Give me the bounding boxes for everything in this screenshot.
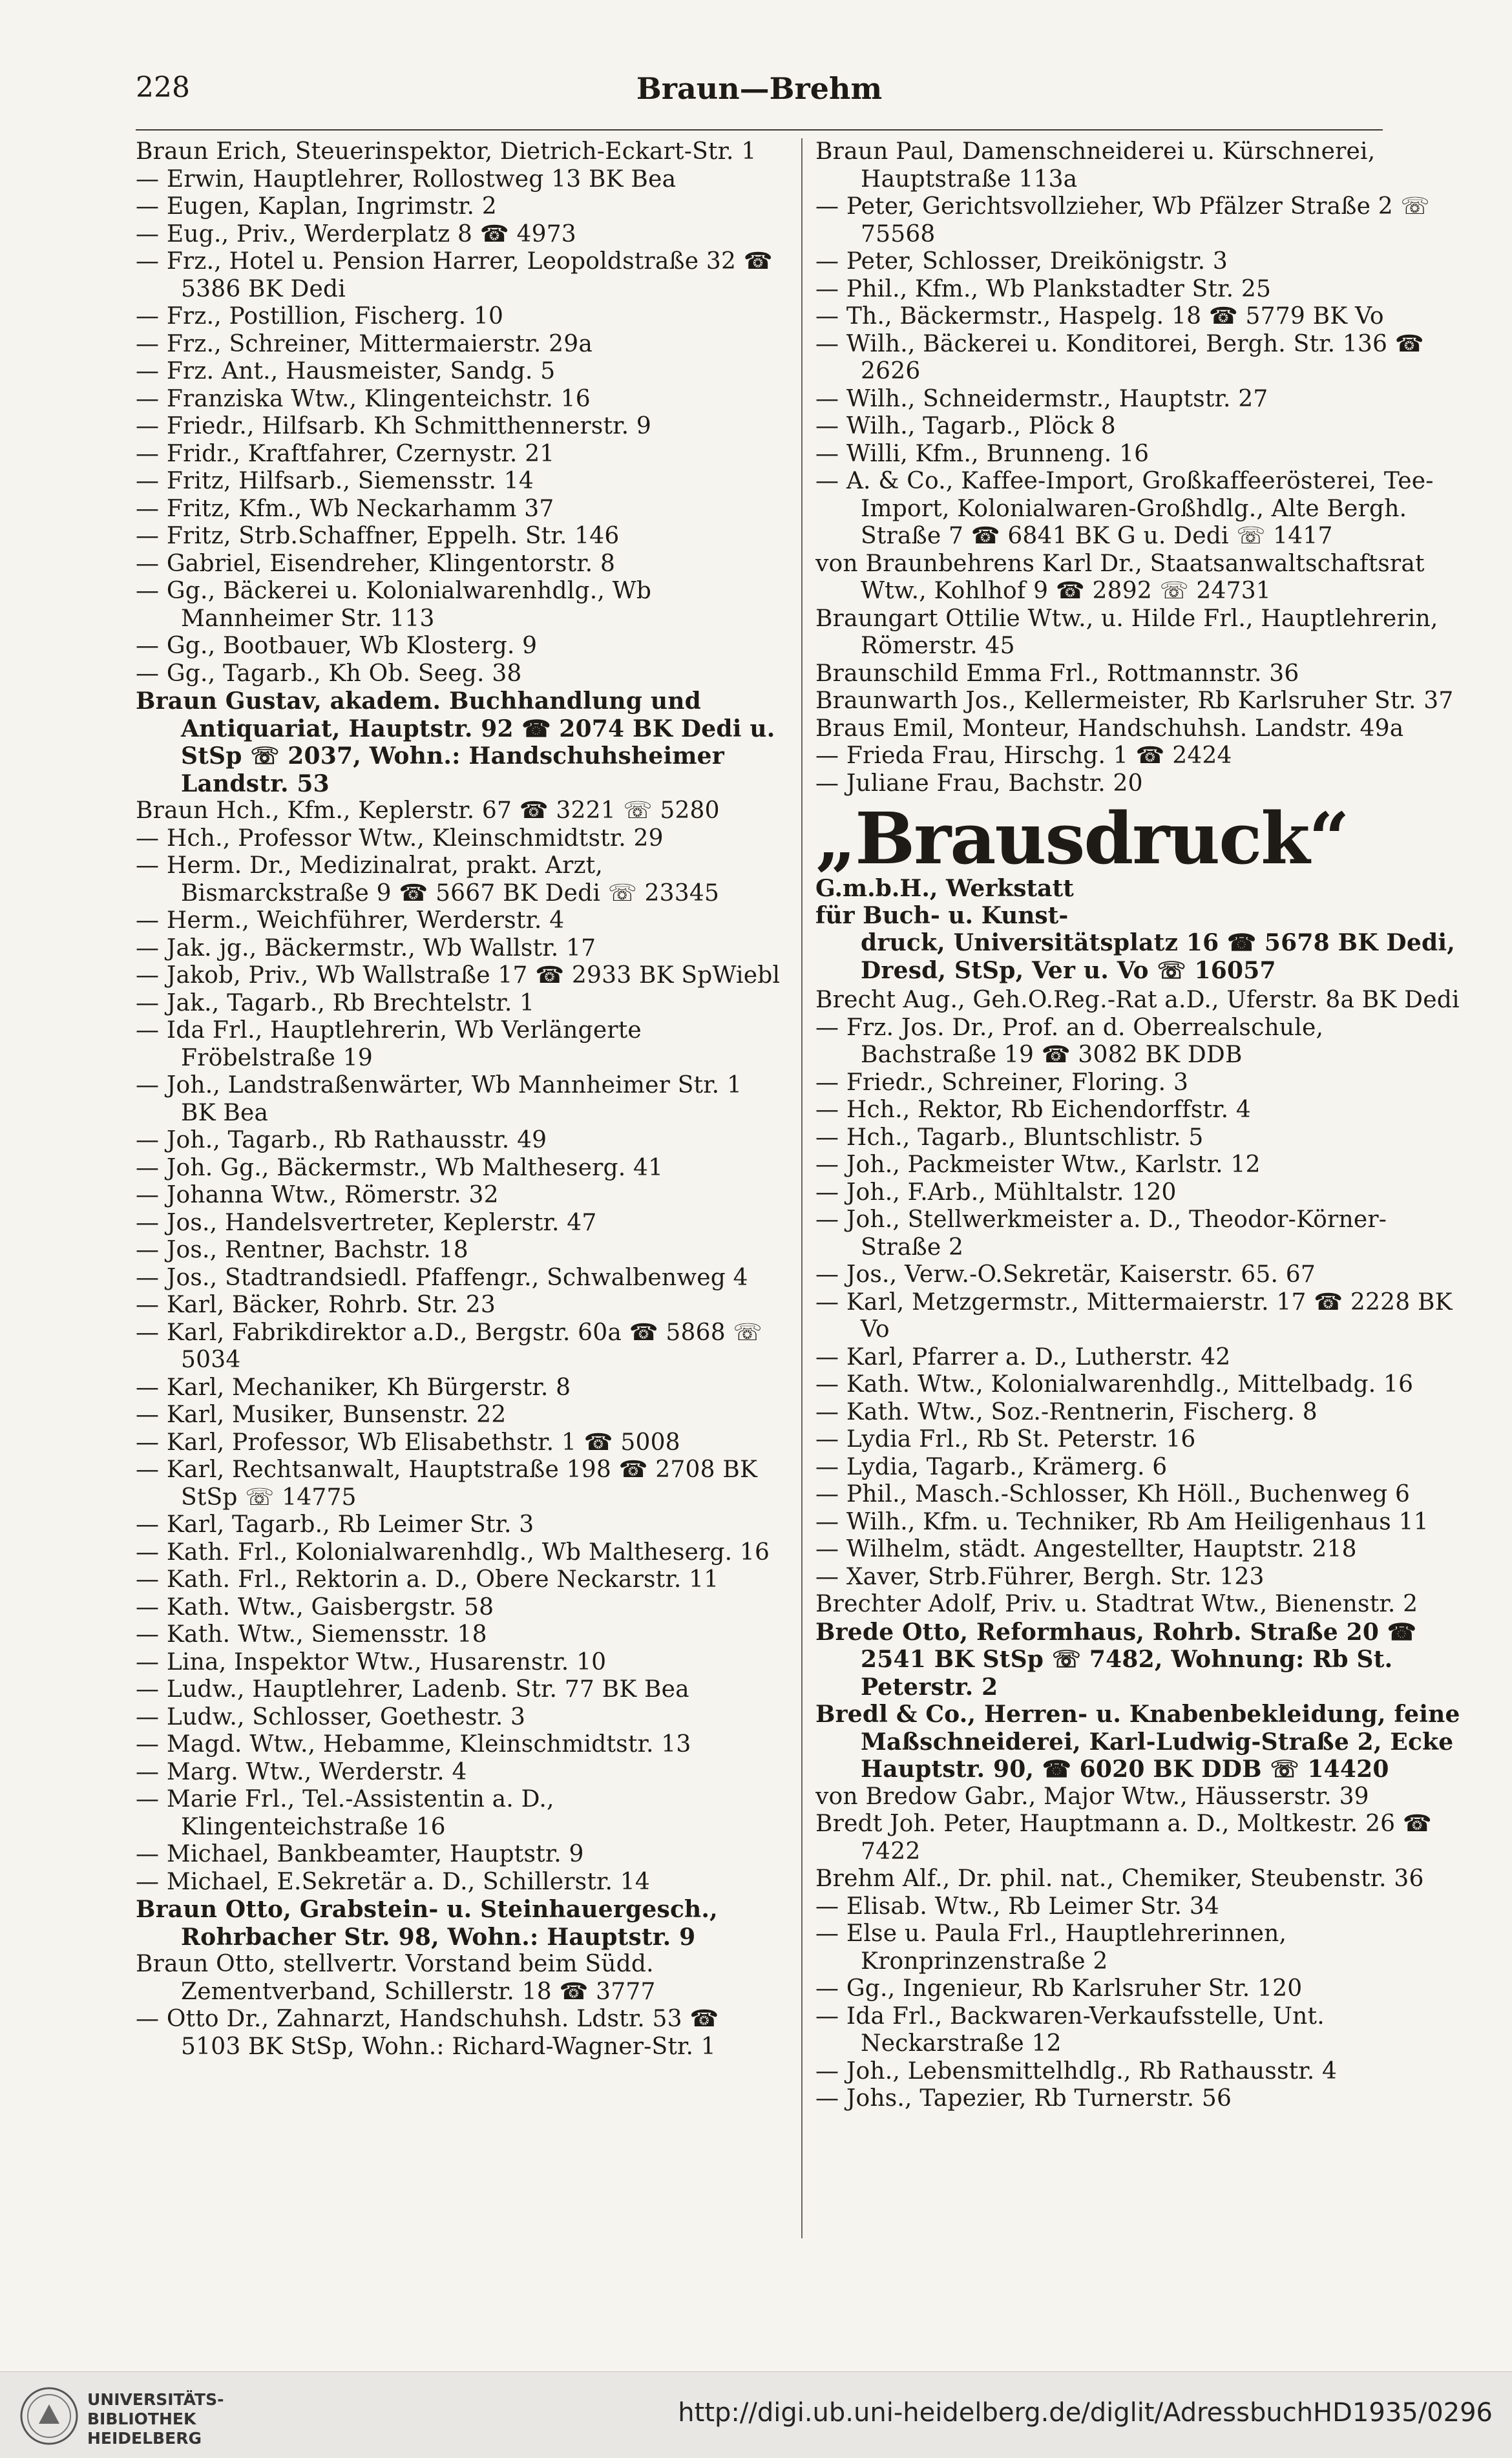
directory-entry: — Frz. Jos. Dr., Prof. an d. Oberrealschule, Bachstraße 19 ☎ 3082 BK DDB <box>815 1014 1324 1068</box>
directory-entry: — Joh., F.Arb., Mühltalstr. 120 <box>815 1179 1177 1206</box>
directory-entry: — Kath. Frl., Rektorin a. D., Obere Neckarstr. 11 <box>136 1566 719 1593</box>
directory-entry: — Eug., Priv., Werderplatz 8 ☎ 4973 <box>136 220 576 247</box>
directory-entry: — Joh., Stellwerkmeister a. D., Theodor-Körner-Straße 2 <box>815 1206 1387 1261</box>
left-column <box>136 138 782 2251</box>
directory-entry: — Karl, Musiker, Bunsenstr. 22 <box>136 1402 507 1428</box>
directory-entry: — Otto Dr., Zahnarzt, Handschuhsh. Ldstr. 53 ☎ 5103 BK StSp, Wohn.: Richard-Wagner-Str. 1 <box>136 2006 719 2060</box>
directory-entry: — Joh., Packmeister Wtw., Karlstr. 12 <box>815 1151 1261 1178</box>
ad-display-name: „Brausdruck“ <box>815 797 1349 880</box>
directory-entry: — Marie Frl., Tel.-Assistentin a. D., Klingenteichstraße 16 <box>136 1786 554 1840</box>
directory-entry: — Karl, Pfarrer a. D., Lutherstr. 42 <box>815 1343 1231 1371</box>
directory-entry: — Wilh., Tagarb., Plöck 8 <box>815 413 1116 439</box>
directory-entry: — Lydia, Tagarb., Krämerg. 6 <box>815 1453 1168 1480</box>
directory-entry: Braun Gustav, akadem. Buchhandlung und Antiquariat, Hauptstr. 92 ☎ 2074 BK Dedi u. StSp ☏ 2037, Wohn.: Handschuhsheimer Landstr. 53 <box>136 688 775 797</box>
directory-entry: — Juliane Frau, Bachstr. 20 <box>815 770 1143 797</box>
directory-entry: — Jos., Handelsvertreter, Keplerstr. 47 <box>136 1209 597 1236</box>
directory-entry: Brede Otto, Reformhaus, Rohrb. Straße 20 ☎ 2541 BK StSp ☏ 7482, Wohnung: Rb St. Peterstr. 2 <box>815 1618 1416 1701</box>
directory-entry: — Wilh., Bäckerei u. Konditorei, Bergh. Str. 136 ☎ 2626 <box>815 330 1424 384</box>
directory-entry: — Ida Frl., Backwaren-Verkaufsstelle, Unt. Neckarstraße 12 <box>815 2002 1325 2057</box>
university-seal-icon <box>19 2386 79 2446</box>
running-head: Braun—Brehm <box>636 71 883 106</box>
directory-entry: — Ludw., Schlosser, Goethestr. 3 <box>136 1703 526 1730</box>
directory-entry: — Gg., Bäckerei u. Kolonialwarenhdlg., Wb Mannheimer Str. 113 <box>136 578 652 632</box>
directory-entry: — Hch., Tagarb., Bluntschlistr. 5 <box>815 1124 1204 1151</box>
directory-entry: — Karl, Tagarb., Rb Leimer Str. 3 <box>136 1511 534 1538</box>
directory-entry: — Eugen, Kaplan, Ingrimstr. 2 <box>136 193 497 220</box>
directory-entry: — Hch., Rektor, Rb Eichendorffstr. 4 <box>815 1097 1252 1123</box>
directory-entry: — Frz., Postillion, Fischerg. 10 <box>136 303 504 330</box>
directory-entry: Bredl & Co., Herren- u. Knabenbekleidung, feine Maßschneiderei, Karl-Ludwig-Straße 2, Ecke Hauptstr. 90, ☎ 6020 BK DDB ☏ 14420 <box>815 1701 1460 1783</box>
directory-entry: Braun Paul, Damenschneiderei u. Kürschnerei, Hauptstraße 113a <box>815 138 1376 193</box>
directory-entry: — Jos., Stadtrandsiedl. Pfaffengr., Schwalbenweg 4 <box>136 1264 748 1291</box>
directory-entry: — Magd. Wtw., Hebamme, Kleinschmidtstr. 13 <box>136 1731 691 1758</box>
directory-entry: — A. & Co., Kaffee-Import, Großkaffeerösterei, Tee-Import, Kolonialwaren-Großhdlg., Alte Bergh. Straße 7 ☎ 6841 BK G u. Dedi ☏ 1417 <box>815 468 1434 549</box>
directory-entry: Braunschild Emma Frl., Rottmannstr. 36 <box>815 660 1299 687</box>
directory-entry: — Kath. Wtw., Siemensstr. 18 <box>136 1621 487 1648</box>
directory-entry: — Johs., Tapezier, Rb Turnerstr. 56 <box>815 2085 1232 2112</box>
ad-rest: druck, Universitätsplatz 16 ☎ 5678 BK Dedi, Dresd, StSp, Ver u. Vo ☏ 16057 <box>861 929 1455 984</box>
footer-bar <box>0 2371 1512 2458</box>
directory-entry: — Wilh., Kfm. u. Techniker, Rb Am Heiligenhaus 11 <box>815 1508 1429 1535</box>
page-number: 228 <box>136 71 190 104</box>
directory-entry: — Jos., Rentner, Bachstr. 18 <box>136 1237 468 1263</box>
library-name: UNIVERSITÄTS- BIBLIOTHEK HEIDELBERG <box>87 2390 224 2448</box>
directory-entry: — Jos., Verw.-O.Sekretär, Kaiserstr. 65. 67 <box>815 1261 1316 1288</box>
directory-entry: Brechter Adolf, Priv. u. Stadtrat Wtw., Bienenstr. 2 <box>815 1591 1418 1617</box>
directory-entry: Braus Emil, Monteur, Handschuhsh. Landstr. 49a <box>815 715 1404 742</box>
directory-entry: — Ludw., Hauptlehrer, Ladenb. Str. 77 BK Bea <box>136 1676 689 1703</box>
directory-entry: — Wilhelm, städt. Angestellter, Hauptstr. 218 <box>815 1536 1357 1562</box>
directory-entry: — Kath. Wtw., Kolonialwarenhdlg., Mittelbadg. 16 <box>815 1371 1414 1398</box>
directory-entry: — Karl, Metzgermstr., Mittermaierstr. 17 ☎ 2228 BK Vo <box>815 1288 1453 1343</box>
directory-entry: — Karl, Rechtsanwalt, Hauptstraße 198 ☎ 2708 BK StSp ☏ 14775 <box>136 1456 758 1511</box>
directory-entry: — Lina, Inspektor Wtw., Husarenstr. 10 <box>136 1648 607 1675</box>
directory-entry: — Fritz, Strb.Schaffner, Eppelh. Str. 146 <box>136 523 620 549</box>
directory-entry: — Elisab. Wtw., Rb Leimer Str. 34 <box>815 1893 1220 1920</box>
source-url-link[interactable]: http://digi.ub.uni-heidelberg.de/diglit/AdressbuchHD1935/0296 <box>678 2398 1493 2428</box>
directory-entry: — Herm., Weichführer, Werderstr. 4 <box>136 907 565 934</box>
directory-entry: — Gg., Ingenieur, Rb Karlsruher Str. 120 <box>815 1975 1303 2002</box>
directory-entry: Braun Otto, Grabstein- u. Steinhauergesch., Rohrbacher Str. 98, Wohn.: Hauptstr. 9 <box>136 1896 718 1951</box>
directory-entry: — Else u. Paula Frl., Hauptlehrerinnen, Kronprinzenstraße 2 <box>815 1920 1287 1975</box>
directory-entry: — Ida Frl., Hauptlehrerin, Wb Verlängerte Fröbelstraße 19 <box>136 1017 642 1071</box>
directory-entry: — Hch., Professor Wtw., Kleinschmidtstr. 29 <box>136 825 664 852</box>
directory-entry: — Frz., Hotel u. Pension Harrer, Leopoldstraße 32 ☎ 5386 BK Dedi <box>136 248 773 302</box>
directory-entry: — Fritz, Hilfsarb., Siemensstr. 14 <box>136 468 534 494</box>
directory-entry: — Herm. Dr., Medizinalrat, prakt. Arzt, Bismarckstraße 9 ☎ 5667 BK Dedi ☏ 23345 <box>136 852 720 907</box>
directory-entry: — Friedr., Schreiner, Floring. 3 <box>815 1069 1189 1096</box>
header-rule <box>136 129 1383 131</box>
directory-entry: Brehm Alf., Dr. phil. nat., Chemiker, Steubenstr. 36 <box>815 1865 1424 1892</box>
directory-entry: — Fritz, Kfm., Wb Neckarhamm 37 <box>136 495 554 522</box>
right-column <box>815 138 1462 2251</box>
directory-entry: — Jak., Tagarb., Rb Brechtelstr. 1 <box>136 989 535 1016</box>
directory-entry: — Xaver, Strb.Führer, Bergh. Str. 123 <box>815 1563 1265 1590</box>
directory-entry: — Lydia Frl., Rb St. Peterstr. 16 <box>815 1426 1196 1453</box>
directory-entry: — Jakob, Priv., Wb Wallstraße 17 ☎ 2933 BK SpWiebl <box>136 962 781 989</box>
directory-entry: — Fridr., Kraftfahrer, Czernystr. 21 <box>136 440 555 467</box>
directory-entry: — Kath. Wtw., Gaisbergstr. 58 <box>136 1593 494 1621</box>
directory-entry: von Bredow Gabr., Major Wtw., Häusserstr. 39 <box>815 1783 1369 1810</box>
directory-entry: — Frieda Frau, Hirschg. 1 ☎ 2424 <box>815 742 1232 769</box>
directory-entry: — Jak. jg., Bäckermstr., Wb Wallstr. 17 <box>136 934 596 961</box>
directory-entry: von Braunbehrens Karl Dr., Staatsanwaltschaftsrat Wtw., Kohlhof 9 ☎ 2892 ☏ 24731 <box>815 550 1425 604</box>
directory-entry: — Karl, Fabrikdirektor a.D., Bergstr. 60a ☎ 5868 ☏ 5034 <box>136 1319 762 1373</box>
directory-entry: — Gabriel, Eisendreher, Klingentorstr. 8 <box>136 550 616 577</box>
ad-line-1: G.m.b.H., Werkstatt <box>815 875 1074 902</box>
directory-entry: — Wilh., Schneidermstr., Hauptstr. 27 <box>815 385 1268 412</box>
directory-entry: — Johanna Wtw., Römerstr. 32 <box>136 1182 499 1208</box>
directory-entry: — Karl, Professor, Wb Elisabethstr. 1 ☎ 5008 <box>136 1429 680 1456</box>
directory-entry: Braunwarth Jos., Kellermeister, Rb Karlsruher Str. 37 <box>815 688 1454 714</box>
directory-entry: — Kath. Wtw., Soz.-Rentnerin, Fischerg. 8 <box>815 1398 1318 1425</box>
directory-entry: — Erwin, Hauptlehrer, Rollostweg 13 BK Bea <box>136 165 677 193</box>
directory-entry: Braun Otto, stellvertr. Vorstand beim Südd. Zementverband, Schillerstr. 18 ☎ 3777 <box>136 1951 656 2005</box>
directory-entry: Braun Erich, Steuerinspektor, Dietrich-Eckart-Str. 1 <box>136 138 757 165</box>
directory-entry: — Joh., Landstraßenwärter, Wb Mannheimer Str. 1 BK Bea <box>136 1072 742 1126</box>
directory-entry: Brecht Aug., Geh.O.Reg.-Rat a.D., Uferstr. 8a BK Dedi <box>815 987 1460 1013</box>
directory-entry: — Karl, Mechaniker, Kh Bürgerstr. 8 <box>136 1374 571 1401</box>
directory-entry: — Frz., Schreiner, Mittermaierstr. 29a <box>136 330 593 357</box>
directory-entry: Braun Hch., Kfm., Keplerstr. 67 ☎ 3221 ☏ 5280 <box>136 797 720 824</box>
directory-entry: — Gg., Bootbauer, Wb Klosterg. 9 <box>136 633 538 659</box>
brausdruck-ad <box>815 797 1462 984</box>
directory-entry: — Michael, E.Sekretär a. D., Schillerstr. 14 <box>136 1868 650 1895</box>
directory-entry: — Joh., Tagarb., Rb Rathausstr. 49 <box>136 1127 547 1153</box>
directory-entry: — Joh., Lebensmittelhdlg., Rb Rathausstr. 4 <box>815 2057 1338 2085</box>
directory-entry: — Michael, Bankbeamter, Hauptstr. 9 <box>136 1841 584 1867</box>
column-divider <box>801 138 803 2238</box>
page-header <box>136 71 1383 116</box>
directory-entry: — Karl, Bäcker, Rohrb. Str. 23 <box>136 1292 496 1318</box>
directory-entry: Bredt Joh. Peter, Hauptmann a. D., Moltkestr. 26 ☎ 7422 <box>815 1811 1432 1865</box>
directory-entry: — Willi, Kfm., Brunneng. 16 <box>815 440 1150 467</box>
directory-entry: — Peter, Schlosser, Dreikönigstr. 3 <box>815 248 1228 275</box>
directory-entry: — Kath. Frl., Kolonialwarenhdlg., Wb Maltheserg. 16 <box>136 1539 770 1566</box>
directory-entry: — Franziska Wtw., Klingenteichstr. 16 <box>136 385 591 412</box>
directory-entry: — Friedr., Hilfsarb. Kh Schmitthennerstr. 9 <box>136 413 651 439</box>
directory-entry: — Marg. Wtw., Werderstr. 4 <box>136 1758 467 1785</box>
directory-entry: — Phil., Kfm., Wb Plankstadter Str. 25 <box>815 275 1272 302</box>
directory-entry: — Th., Bäckermstr., Haspelg. 18 ☎ 5779 BK Vo <box>815 303 1384 330</box>
ad-line-2: für Buch- u. Kunst- <box>815 902 1069 929</box>
directory-entry: — Gg., Tagarb., Kh Ob. Seeg. 38 <box>136 660 522 687</box>
directory-entry: — Frz. Ant., Hausmeister, Sandg. 5 <box>136 358 556 384</box>
directory-entry: — Joh. Gg., Bäckermstr., Wb Maltheserg. 41 <box>136 1154 664 1181</box>
directory-entry: Braungart Ottilie Wtw., u. Hilde Frl., Hauptlehrerin, Römerstr. 45 <box>815 605 1438 659</box>
directory-entry: — Phil., Masch.-Schlosser, Kh Höll., Buchenweg 6 <box>815 1481 1411 1507</box>
directory-entry: — Peter, Gerichtsvollzieher, Wb Pfälzer Straße 2 ☏ 75568 <box>815 193 1430 247</box>
